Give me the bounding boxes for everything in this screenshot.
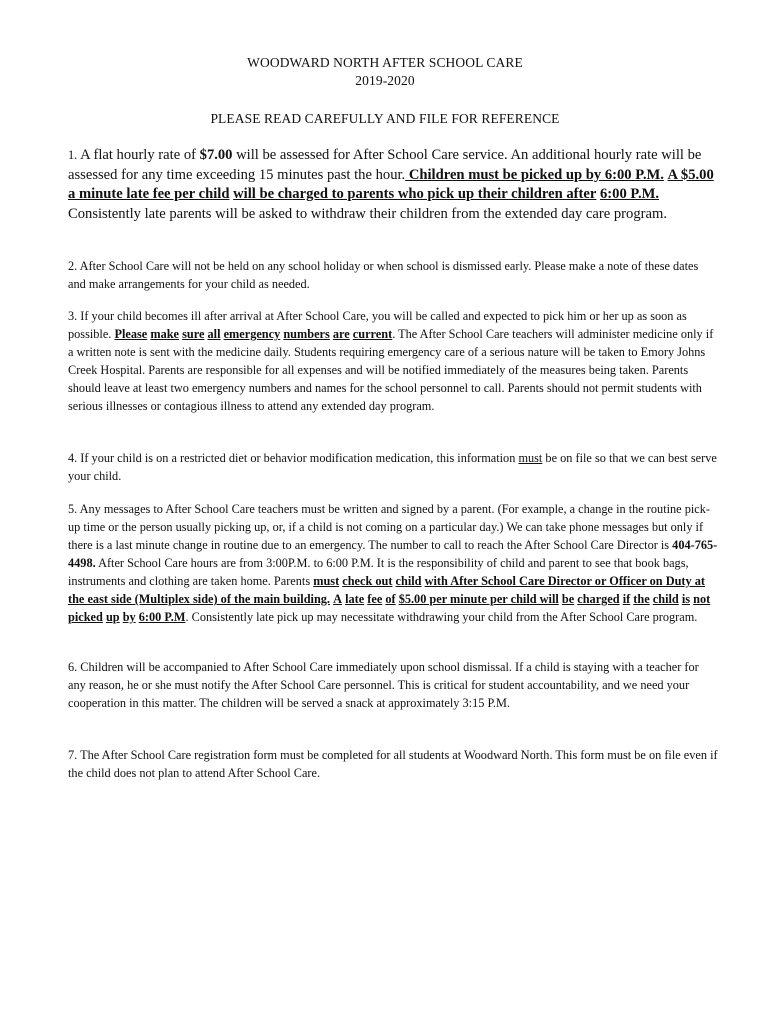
late-fee-notice: A $5.00 a minute late fee per child bbox=[68, 166, 714, 202]
emphasis-word: sure bbox=[182, 327, 205, 341]
paragraph-5 bbox=[68, 500, 718, 626]
emphasis-word: be bbox=[561, 592, 575, 606]
emphasis-word: up bbox=[105, 610, 120, 624]
school-year: 2019-2020 bbox=[355, 73, 415, 88]
paragraph-1 bbox=[68, 146, 718, 224]
deadline-time: 6:00 P.M bbox=[138, 610, 186, 624]
pickup-deadline: Children must be picked up by 6:00 P.M. bbox=[405, 166, 664, 183]
paragraph-3 bbox=[68, 307, 718, 415]
emphasis-word: of bbox=[385, 592, 396, 606]
emphasis-word: not bbox=[693, 592, 711, 606]
emphasis-word: emergency bbox=[223, 327, 281, 341]
text-span: . Consistently late pick up may necessitate withdrawing your child from the After School Care program. bbox=[185, 610, 698, 624]
item-number: 1. bbox=[68, 148, 78, 162]
emphasis-word: fee bbox=[367, 592, 383, 606]
paragraph-6: 6. Children will be accompanied to After School Care immediately upon school dismissal. If a child is staying with a teacher for any reason, he or she must notify the After School Care personnel. This is critical for student accountability, and we need your cooperation in this matter. The children will be served a snack at approximately 3:15 P.M. bbox=[68, 660, 699, 710]
text-span: be on file so that we can best serve your child. bbox=[68, 451, 717, 483]
emphasis-word: current bbox=[352, 327, 393, 341]
director-phone: 404-765-4498. bbox=[68, 538, 718, 570]
text-span: will be assessed for After School Care service. An additional hourly rate will be assessed for any time exceeding 15 minutes past the hour. bbox=[68, 147, 702, 183]
emphasis-word: all bbox=[207, 327, 221, 341]
emphasis-word: by bbox=[122, 610, 136, 624]
paragraph-7: 7. The After School Care registration form must be completed for all students at Woodward North. This form must be on file even if the child does not plan to attend After School Care. bbox=[68, 748, 718, 780]
emphasis-word: child bbox=[395, 574, 422, 588]
emphasis-word: A bbox=[333, 592, 342, 606]
checkout-instruction: with After School Care Director or Officer on Duty at the east side (Multiplex side) of the main building. bbox=[68, 574, 705, 606]
notice-heading: PLEASE READ CAREFULLY AND FILE FOR REFERENCE bbox=[210, 111, 560, 126]
emphasis-word: is bbox=[681, 592, 691, 606]
emphasis-word: the bbox=[633, 592, 650, 606]
charge-notice: will be charged to parents who pick up their children after bbox=[233, 186, 597, 202]
emphasis-word: late bbox=[345, 592, 365, 606]
emphasis-word: Please bbox=[114, 327, 148, 341]
text-span: . The After School Care teachers will administer medicine only if a written note is sent with the medicine daily. Students requiring emergency care of a serious nature will be taken to Emory Johns Creek Hospital. Parents are responsible for all expenses and will be notified immediately of the measures being taken. Parents should leave at least two emergency numbers and names for the school personnel to call. Parents should not permit students with serious illnesses or contagious illness to attend any extended day program. bbox=[68, 327, 714, 413]
emphasis-word: if bbox=[622, 592, 631, 606]
emphasis-word: charged bbox=[577, 592, 620, 606]
text-span: A flat hourly rate of bbox=[77, 147, 200, 163]
text-span: 3. If your child becomes ill after arrival at After School Care, you will be called and expected to pick him or her up as soon as possible. bbox=[68, 309, 687, 341]
emphasis-word: picked bbox=[68, 610, 103, 624]
emphasis-word: are bbox=[332, 327, 350, 341]
paragraph-2: 2. After School Care will not be held on any school holiday or when school is dismissed early. Please make a note of these dates and make arrangements for your child as needed. bbox=[68, 259, 699, 291]
emphasis-word: check out bbox=[342, 574, 393, 588]
text-span: After School Care hours are from 3:00P.M. to 6:00 P.M. It is the responsibility of child and parent to see that book bags, instruments and clothing are taken home. Parents bbox=[68, 556, 689, 588]
late-fee-amount: $5.00 per minute per child will bbox=[398, 592, 559, 606]
emphasis-word: must bbox=[313, 574, 340, 588]
paragraph-4 bbox=[68, 449, 718, 485]
text-span: 4. If your child is on a restricted diet or behavior modification medication, this information bbox=[68, 451, 519, 465]
emphasis-word: numbers bbox=[283, 327, 330, 341]
text-span: 5. Any messages to After School Care teachers must be written and signed by a parent. (For example, a change in the routine pick-up time or the person usually picking up, or, if a child is not coming on a particular day.) We can take phone messages but only if there is a last minute change in routine due to an emergency. The number to call to reach the After School Care Director is bbox=[68, 502, 710, 552]
hourly-rate: $7.00 bbox=[199, 147, 233, 163]
emphasis-word: child bbox=[652, 592, 679, 606]
deadline-time: 6:00 P.M. bbox=[600, 186, 660, 202]
emphasis-word: make bbox=[150, 327, 180, 341]
document-title: WOODWARD NORTH AFTER SCHOOL CARE bbox=[247, 55, 523, 70]
text-span: Consistently late parents will be asked to withdraw their children from the extended day care program. bbox=[68, 205, 667, 222]
emphasis-word: must bbox=[518, 451, 543, 465]
